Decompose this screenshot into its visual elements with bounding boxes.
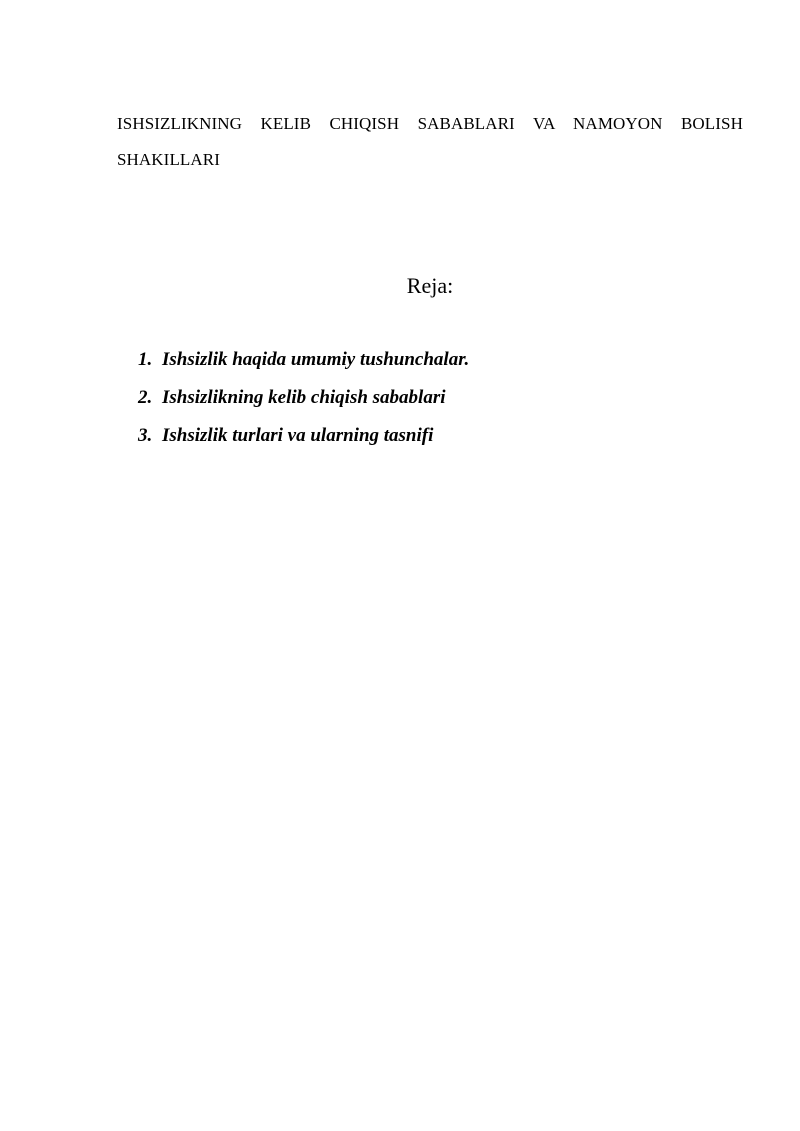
plan-item-3: [138, 417, 469, 455]
plan-list: [138, 341, 469, 455]
plan-item-text: Ishsizlik haqida umumiy tushunchalar.: [162, 349, 470, 370]
document-title: ISHSIZLIKNING KELIB CHIQISH SABABLARI VA NAMOYON BOLISH SHAKILLARI: [117, 114, 743, 169]
plan-item-number: 3.: [138, 425, 153, 446]
plan-item-2: [138, 379, 469, 417]
plan-item-1: [138, 341, 469, 379]
plan-item-number: 1.: [138, 349, 153, 370]
plan-item-number: 2.: [138, 387, 153, 408]
plan-item-text: Ishsizlik turlari va ularning tasnifi: [162, 425, 434, 446]
plan-item-text: Ishsizlikning kelib chiqish sabablari: [162, 387, 446, 408]
plan-heading: Reja:: [406, 273, 454, 298]
